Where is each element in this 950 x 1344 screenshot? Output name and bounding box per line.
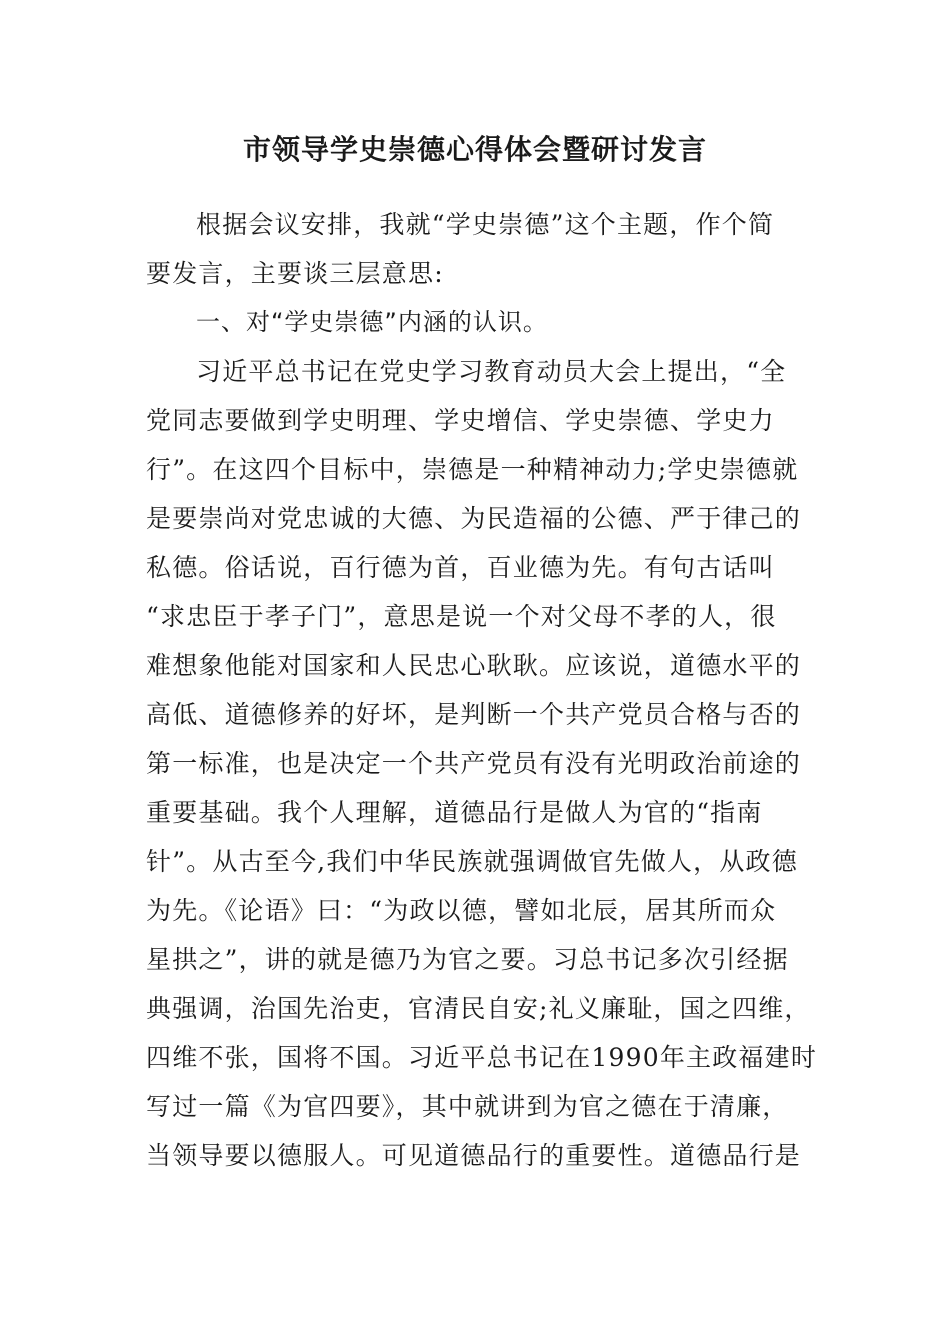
paragraph-line: “求忠臣于孝子门”，意思是说一个对父母不孝的人，很 [146, 602, 777, 631]
paragraph-line: 难想象他能对国家和人民忠心耿耿。应该说，道德水平的 [146, 651, 802, 680]
paragraph-line: 针”。从古至今,我们中华民族就强调做官先做人，从政德 [146, 847, 798, 876]
paragraph-line: 根据会议安排，我就“学史崇德”这个主题，作个简 [196, 210, 775, 239]
paragraph-line: 写过一篇《为官四要》，其中就讲到为官之德在于清廉， [146, 1092, 789, 1121]
paragraph-line: 高低、道德修养的好坏，是判断一个共产党员合格与否的 [146, 700, 802, 729]
section-heading: 一、对“学史崇德”内涵的认识。 [196, 308, 548, 336]
paragraph-line: 重要基础。我个人理解，道德品行是做人为官的“指南 [146, 798, 763, 827]
paragraph-line: 为先。《论语》曰：“为政以德，譬如北辰，居其所而众 [146, 896, 777, 925]
paragraph-line: 当领导要以德服人。可见道德品行的重要性。道德品行是 [146, 1141, 802, 1170]
paragraph-line: 党同志要做到学史明理、学史增信、学史崇德、学史力 [146, 406, 775, 435]
paragraph-line: 要发言，主要谈三层意思: [146, 259, 444, 288]
paragraph-line: 是要崇尚对党忠诚的大德、为民造福的公德、严于律己的 [146, 504, 802, 533]
paragraph-line: 行”。在这四个目标中，崇德是一种精神动力;学史崇德就 [146, 455, 799, 484]
document-body [146, 200, 818, 1180]
paragraph-line: 习近平总书记在党史学习教育动员大会上提出，“全 [196, 357, 787, 386]
paragraph-line: 私德。俗话说，百行德为首，百业德为先。有句古话叫 [146, 553, 775, 582]
paragraph-line: 四维不张，国将不国。习近平总书记在1990年主政福建时 [146, 1043, 818, 1072]
paragraph-line: 典强调，治国先治吏，官清民自安;礼义廉耻，国之四维， [146, 994, 811, 1023]
document-title: 市领导学史崇德心得体会暨研讨发言 [242, 133, 707, 166]
paragraph-line: 星拱之”，讲的就是德乃为官之要。习总书记多次引经据 [146, 945, 789, 974]
paragraph-line: 第一标准，也是决定一个共产党员有没有光明政治前途的 [146, 749, 802, 778]
